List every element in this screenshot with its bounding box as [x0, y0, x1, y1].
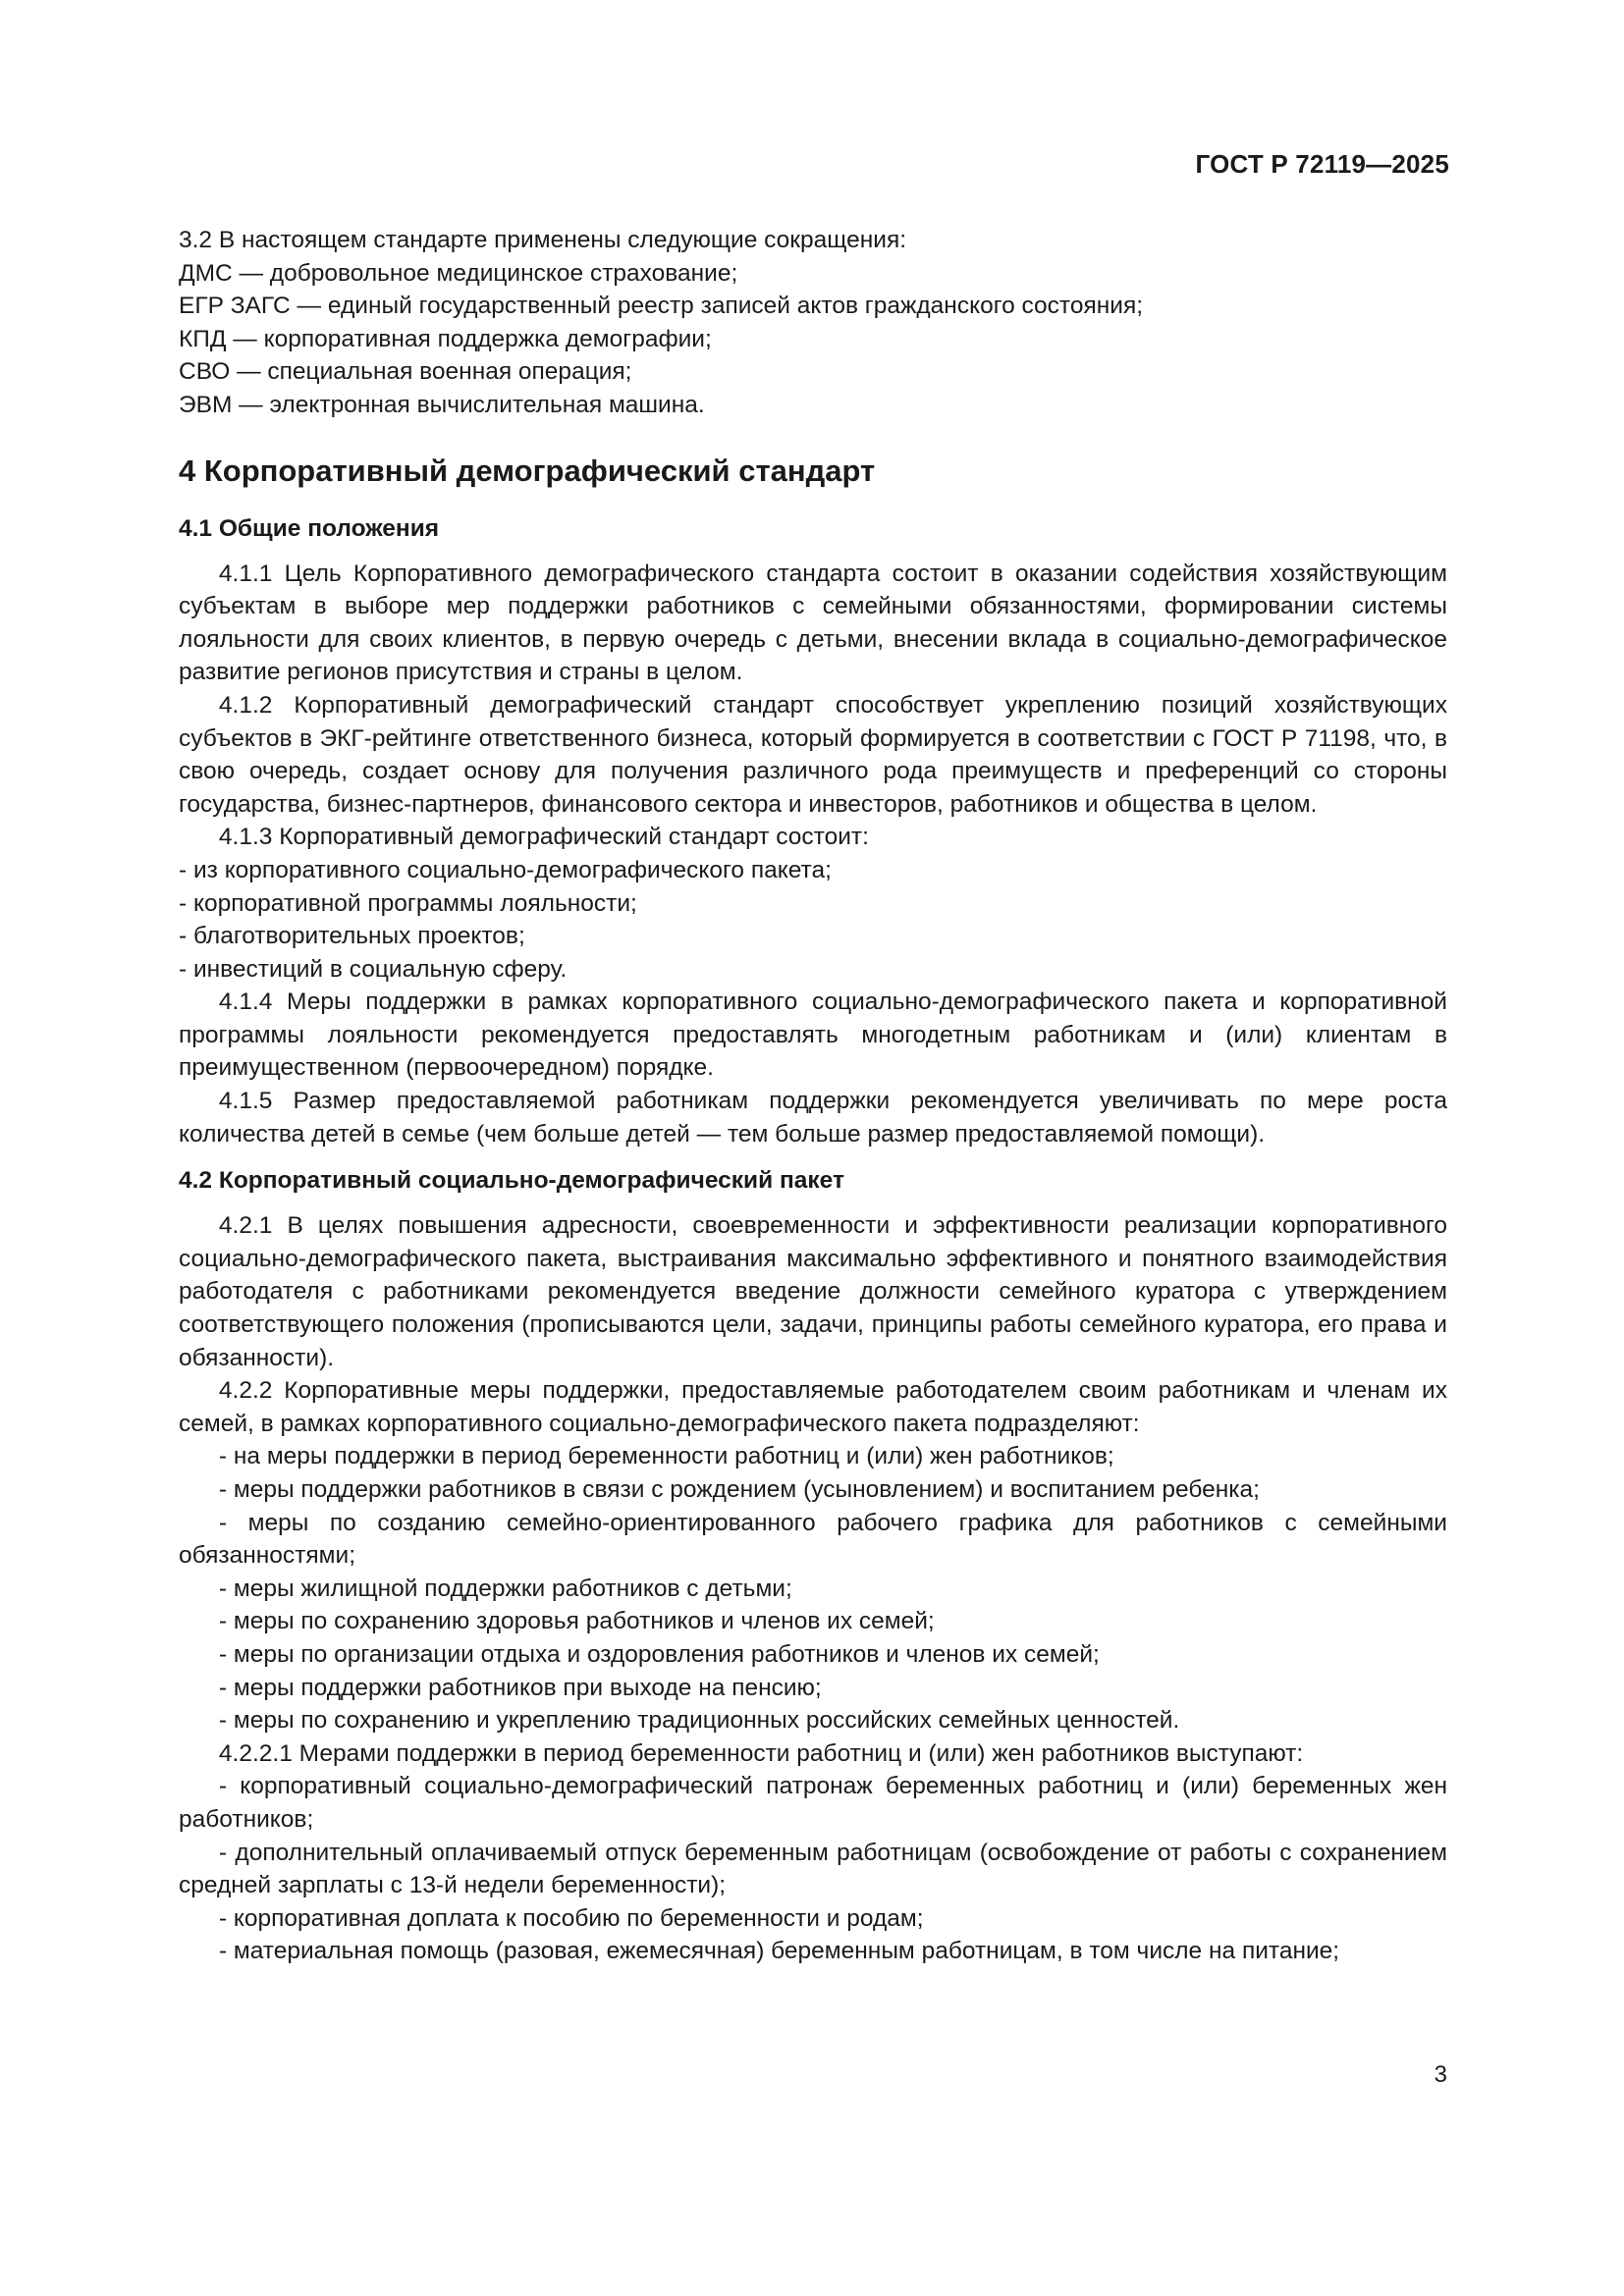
- paragraph-4-1-5: 4.1.5 Размер предоставляемой работникам поддержки рекомендуется увеличивать по мере роста количества детей в семье (чем больше детей — тем больше размер предоставляемой помощи).: [179, 1088, 1447, 1148]
- subsection-4-1-title: 4.1 Общие положения: [179, 514, 440, 542]
- abbrev-item: КПД — корпоративная поддержка демографии;: [179, 325, 712, 352]
- list-item: - на меры поддержки в период беременности работниц и (или) жен работников;: [218, 1443, 1114, 1470]
- paragraph-4-2-1: 4.2.1 В целях повышения адресности, своевременности и эффективности реализации корпоративного социально-демографического пакета, выстраивания максимально эффективного и понятного взаимодействия работодателя с работниками рекомендуется введение должности семейного куратора с утверждением соответствующего положения (прописываются цели, задачи, принципы работы семейного куратора, его права и обязанности).: [179, 1212, 1447, 1371]
- list-item: - меры по сохранению здоровья работников и членов их семей;: [218, 1608, 935, 1635]
- list-item: - меры по организации отдыха и оздоровления работников и членов их семей;: [218, 1640, 1100, 1668]
- list-item: - дополнительный оплачиваемый отпуск беременным работницам (освобождение от работы с сохранением средней зарплаты с 13-й недели беременности);: [179, 1839, 1447, 1899]
- paragraph-4-2-2: 4.2.2 Корпоративные меры поддержки, предоставляемые работодателем своим работникам и членам их семей, в рамках корпоративного социально-демографического пакета подразделяют:: [179, 1377, 1447, 1437]
- paragraph-4-1-1: 4.1.1 Цель Корпоративного демографического стандарта состоит в оказании содействия хозяйствующим субъектам в выборе мер поддержки работников с семейными обязанностями, формировании системы лояльности для своих клиентов, в первую очередь с детьми, внесении вклада в социально-демографическое развитие регионов присутствия и страны в целом.: [179, 560, 1447, 686]
- page-number: 3: [1434, 2061, 1447, 2088]
- subsection-4-2-title: 4.2 Корпоративный социально-демографический пакет: [179, 1167, 844, 1195]
- list-item: - корпоративный социально-демографический патронаж беременных работниц и (или) беременных жен работников;: [179, 1773, 1447, 1833]
- abbrev-item: ДМС — добровольное медицинское страхование;: [179, 259, 738, 287]
- section-4-title: 4 Корпоративный демографический стандарт: [179, 453, 876, 488]
- paragraph-4-1-2: 4.1.2 Корпоративный демографический стандарт способствует укреплению позиций хозяйствующих субъектов в ЭКГ-рейтинге ответственного бизнеса, который формируется в соответствии с ГОСТ Р 71198, что, в свою очередь, создает основу для получения различного рода преимуществ и преференций со стороны государства, бизнес-партнеров, финансового сектора и инвесторов, работников и общества в целом.: [179, 691, 1447, 818]
- list-item: - из корпоративного социально-демографического пакета;: [179, 856, 832, 883]
- paragraph-4-1-3: 4.1.3 Корпоративный демографический стандарт состоит:: [218, 824, 869, 851]
- page-body: [179, 224, 1447, 1968]
- abbrev-item: СВО — специальная военная операция;: [179, 358, 632, 386]
- paragraph-4-2-2-1: 4.2.2.1 Мерами поддержки в период беременности работниц и (или) жен работников выступают:: [218, 1739, 1304, 1767]
- abbrev-item: ЕГР ЗАГС — единый государственный реестр записей актов гражданского состояния;: [179, 293, 1144, 320]
- abbrev-intro: 3.2 В настоящем стандарте применены следующие сокращения:: [179, 227, 907, 253]
- list-item: - меры поддержки работников при выходе на пенсию;: [218, 1674, 822, 1701]
- list-item: - корпоративная доплата к пособию по беременности и родам;: [218, 1904, 924, 1932]
- list-item: - меры поддержки работников в связи с рождением (усыновлением) и воспитанием ребенка;: [218, 1476, 1260, 1503]
- paragraph-4-1-4: 4.1.4 Меры поддержки в рамках корпоративного социально-демографического пакета и корпоративной программы лояльности рекомендуется предоставлять многодетным работникам и (или) клиентам в преимущественном (первоочередном) порядке.: [179, 988, 1447, 1082]
- list-item: - меры по созданию семейно-ориентированного рабочего графика для работников с семейными обязанностями;: [179, 1509, 1447, 1570]
- document-code-header: ГОСТ Р 72119—2025: [1195, 149, 1449, 179]
- list-item: - инвестиций в социальную сферу.: [179, 955, 568, 983]
- abbrev-item: ЭВМ — электронная вычислительная машина.: [179, 391, 705, 418]
- list-item: - корпоративной программы лояльности;: [179, 889, 637, 917]
- list-item: - благотворительных проектов;: [179, 923, 525, 950]
- list-item: - материальная помощь (разовая, ежемесячная) беременным работницам, в том числе на питание;: [218, 1938, 1340, 1965]
- list-item: - меры жилищной поддержки работников с детьми;: [218, 1575, 792, 1602]
- list-item: - меры по сохранению и укреплению традиционных российских семейных ценностей.: [218, 1707, 1180, 1735]
